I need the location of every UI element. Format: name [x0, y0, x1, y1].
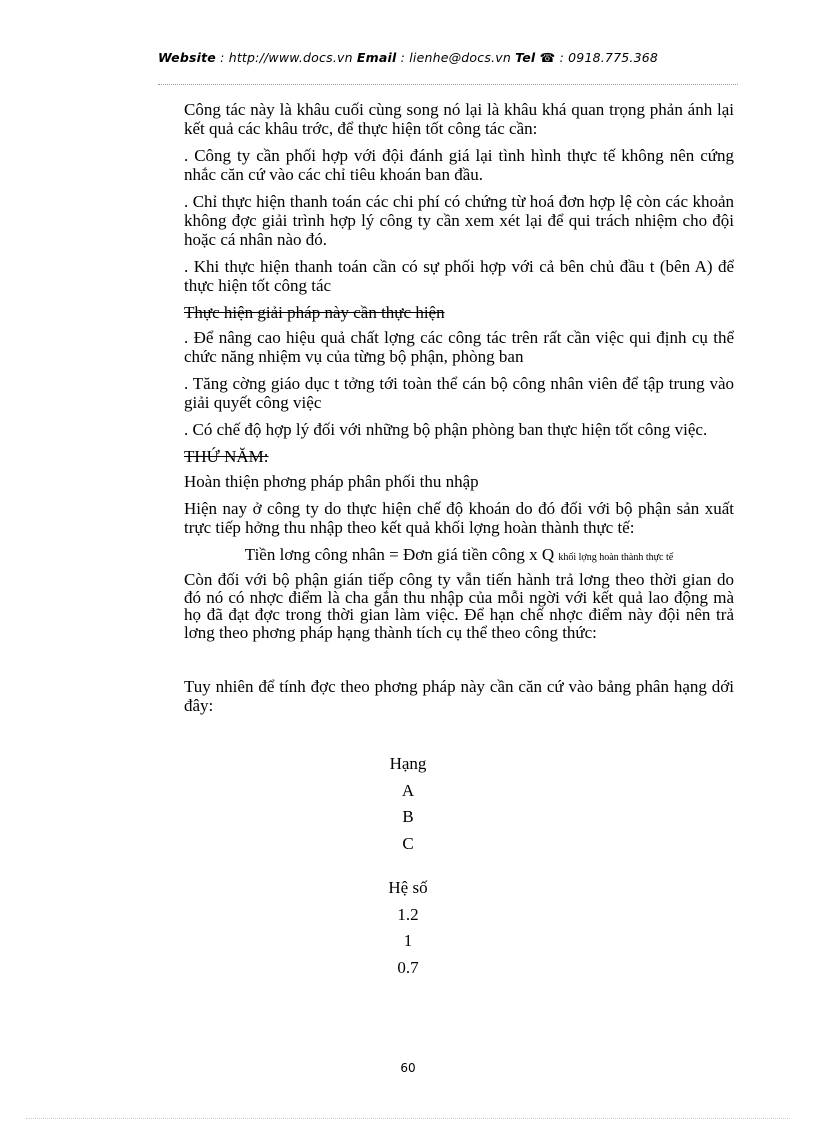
- paragraph: [184, 499, 734, 537]
- footer-divider: [26, 1118, 790, 1119]
- paragraph-text: Công tác này là khâu cuối cùng song nó lại là khâu khá quan trọng phản ánh lại kết quả các khâu trớc, để thực hiện tốt công tác cần:: [184, 100, 734, 138]
- page-header: [0, 50, 816, 65]
- paragraph-text: . Chỉ thực hiện thanh toán các chi phí có chứng từ hoá đơn hợp lệ còn các khoản không đợc giải trình hợp lý công ty cần xem xét lại để qui trách nhiệm cho đội hoặc cá nhân nào đó.: [184, 192, 734, 249]
- heading-text: Thực hiện giải pháp này cần thực hiện: [184, 303, 445, 322]
- paragraph-text: Còn đối với bộ phận gián tiếp công ty vẫn tiến hành trả lơng theo thời gian do đó nó có nhợc điểm là cha gắn thu nhập của mỗi ngời với kết quả lao động mà họ đã đạt đợc trong thời gian làm việc. Để hạn chế nhợc điểm này đội nên trả lơng theo phơng pháp hạng thành tích cụ thể theo công thức:: [184, 570, 734, 642]
- tel-value: : 0918.775.368: [555, 50, 659, 65]
- paragraph-text: . Công ty cần phối hợp với đội đánh giá lại tình hình thực tế không nên cứng nhắc căn cứ vào các chỉ tiêu khoán ban đầu.: [184, 146, 734, 184]
- coefficient-value: 1: [403, 931, 413, 950]
- rank-header: Hạng: [389, 754, 427, 773]
- section-heading: [184, 447, 734, 466]
- paragraph: [184, 328, 734, 366]
- paragraph: [184, 192, 734, 249]
- coefficient-header: Hệ số: [388, 878, 428, 897]
- paragraph-text: . Tăng cờng giáo dục t tởng tới toàn thể cán bộ công nhân viên để tập trung vào giải quyết công việc: [184, 374, 734, 412]
- tel-label: Tel: [515, 50, 536, 65]
- formula-text: Tiền lơng công nhân = Đơn giá tiền công x Q: [244, 545, 555, 564]
- rank-value: C: [402, 833, 414, 853]
- paragraph: [184, 100, 734, 138]
- paragraph: [184, 257, 734, 295]
- paragraph-text: Tuy nhiên để tính đợc theo phơng pháp này cần căn cứ vào bảng phân hạng dới đây:: [184, 677, 734, 715]
- formula-subscript: khối lợng hoàn thành thực tế: [558, 552, 674, 563]
- paragraph: [184, 374, 734, 412]
- header-divider: [158, 84, 738, 85]
- paragraph: [184, 677, 734, 715]
- document-body: [184, 100, 734, 723]
- coefficient-column: [0, 878, 816, 984]
- paragraph: [184, 472, 734, 491]
- section-heading: [184, 303, 734, 322]
- paragraph-text: Hoàn thiện phơng pháp phân phối thu nhập: [184, 472, 479, 491]
- email-value: : lienhe@docs.vn: [396, 50, 516, 65]
- heading-text: THỨ NĂM:: [184, 447, 269, 466]
- paragraph: [184, 420, 734, 439]
- coefficient-value: 1.2: [397, 904, 419, 924]
- coefficient-value: 0.7: [397, 957, 419, 977]
- website-value: : http://www.docs.vn: [215, 50, 357, 65]
- paragraph-text: . Có chế độ hợp lý đối với những bộ phận phòng ban thực hiện tốt công việc.: [184, 420, 708, 439]
- paragraph-text: . Để nâng cao hiệu quả chất lợng các công tác trên rất cần việc qui định cụ thể chức năng nhiệm vụ của từng bộ phận, phòng ban: [184, 328, 734, 366]
- rank-value: A: [401, 780, 415, 800]
- paragraph-text: Hiện nay ở công ty do thực hiện chế độ khoán do đó đối với bộ phận sản xuất trực tiếp hởng thu nhập theo kết quả khối lợng hoàn thành thực tế:: [184, 499, 734, 537]
- website-label: Website: [157, 50, 216, 65]
- paragraph-text: . Khi thực hiện thanh toán cần có sự phối hợp với cả bên chủ đầu t (bên A) để thực hiện tốt công tác: [184, 257, 734, 295]
- paragraph: [184, 146, 734, 184]
- rank-column: [0, 754, 816, 860]
- email-label: Email: [356, 50, 397, 65]
- paragraph: [184, 571, 734, 641]
- page-number: 60: [400, 1061, 416, 1075]
- phone-icon: ☎: [539, 50, 556, 65]
- formula: [184, 545, 734, 567]
- rank-value: B: [402, 807, 414, 826]
